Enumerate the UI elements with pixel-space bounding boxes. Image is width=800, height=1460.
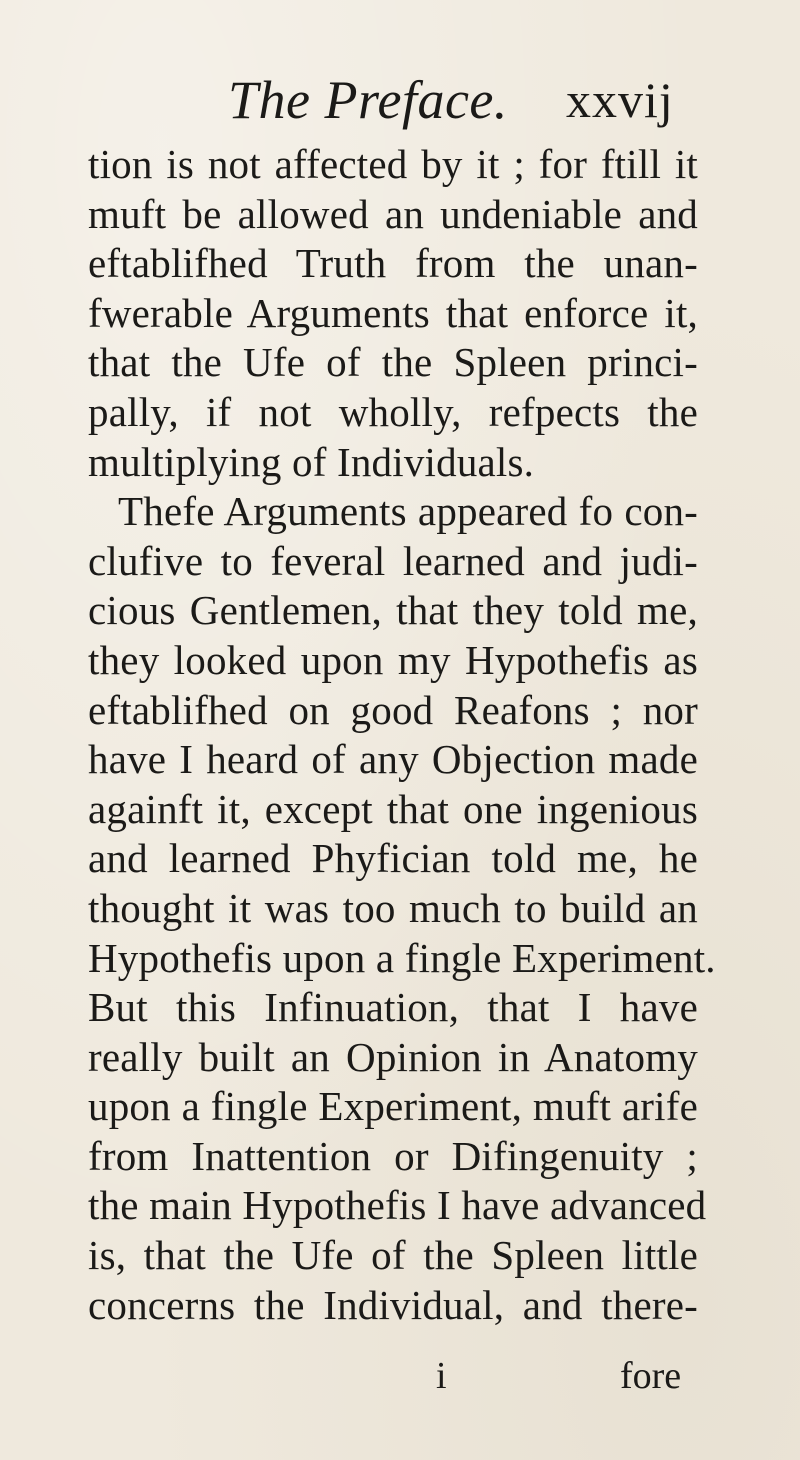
page-footer: [0, 1351, 800, 1401]
text-line: they looked upon my Hypothefis as: [88, 636, 698, 683]
text-line: from Inattention or Difingenuity ;: [88, 1132, 698, 1179]
text-line: muft be allowed an undeniable and: [88, 190, 698, 237]
body-text: [88, 140, 716, 1330]
text-line: Thefe Arguments appeared fo con-: [118, 488, 698, 535]
text-line: have I heard of any Objection made: [88, 736, 698, 783]
text-line: the main Hypothefis I have advanced: [88, 1182, 707, 1229]
text-line: pally, if not wholly, refpects the: [88, 388, 698, 435]
text-line: concerns the Individual, and there-: [88, 1281, 698, 1328]
text-line: eftablifhed Truth from the unan-: [88, 240, 698, 287]
text-line: that the Ufe of the Spleen princi-: [88, 339, 698, 386]
text-line: But this Infinuation, that I have: [88, 984, 698, 1031]
text-line: and learned Phyfician told me, he: [88, 835, 698, 882]
text-line: thought it was too much to build an: [88, 884, 698, 931]
text-line: multiplying of Individuals.: [88, 438, 535, 485]
page-header: [0, 62, 800, 142]
text-line: tion is not affected by it ; for ftill it: [88, 141, 698, 187]
text-line: cious Gentlemen, that they told me,: [88, 587, 698, 634]
text-line: Hypothefis upon a fingle Experiment.: [88, 934, 716, 981]
catchword: fore: [620, 1355, 682, 1397]
text-line: eftablifhed on good Reafons ; nor: [88, 686, 698, 733]
signature-mark: i: [436, 1355, 447, 1397]
running-title: The Preface.: [228, 70, 508, 130]
page-number: xxvij: [566, 72, 674, 128]
text-line: fwerable Arguments that enforce it,: [88, 289, 698, 336]
text-line: is, that the Ufe of the Spleen little: [88, 1232, 698, 1279]
text-line: really built an Opinion in Anatomy: [88, 1033, 698, 1080]
text-line: clufive to feveral learned and judi-: [88, 537, 698, 584]
text-line: againft it, except that one ingenious: [88, 785, 698, 832]
text-line: upon a fingle Experiment, muft arife: [88, 1083, 698, 1130]
